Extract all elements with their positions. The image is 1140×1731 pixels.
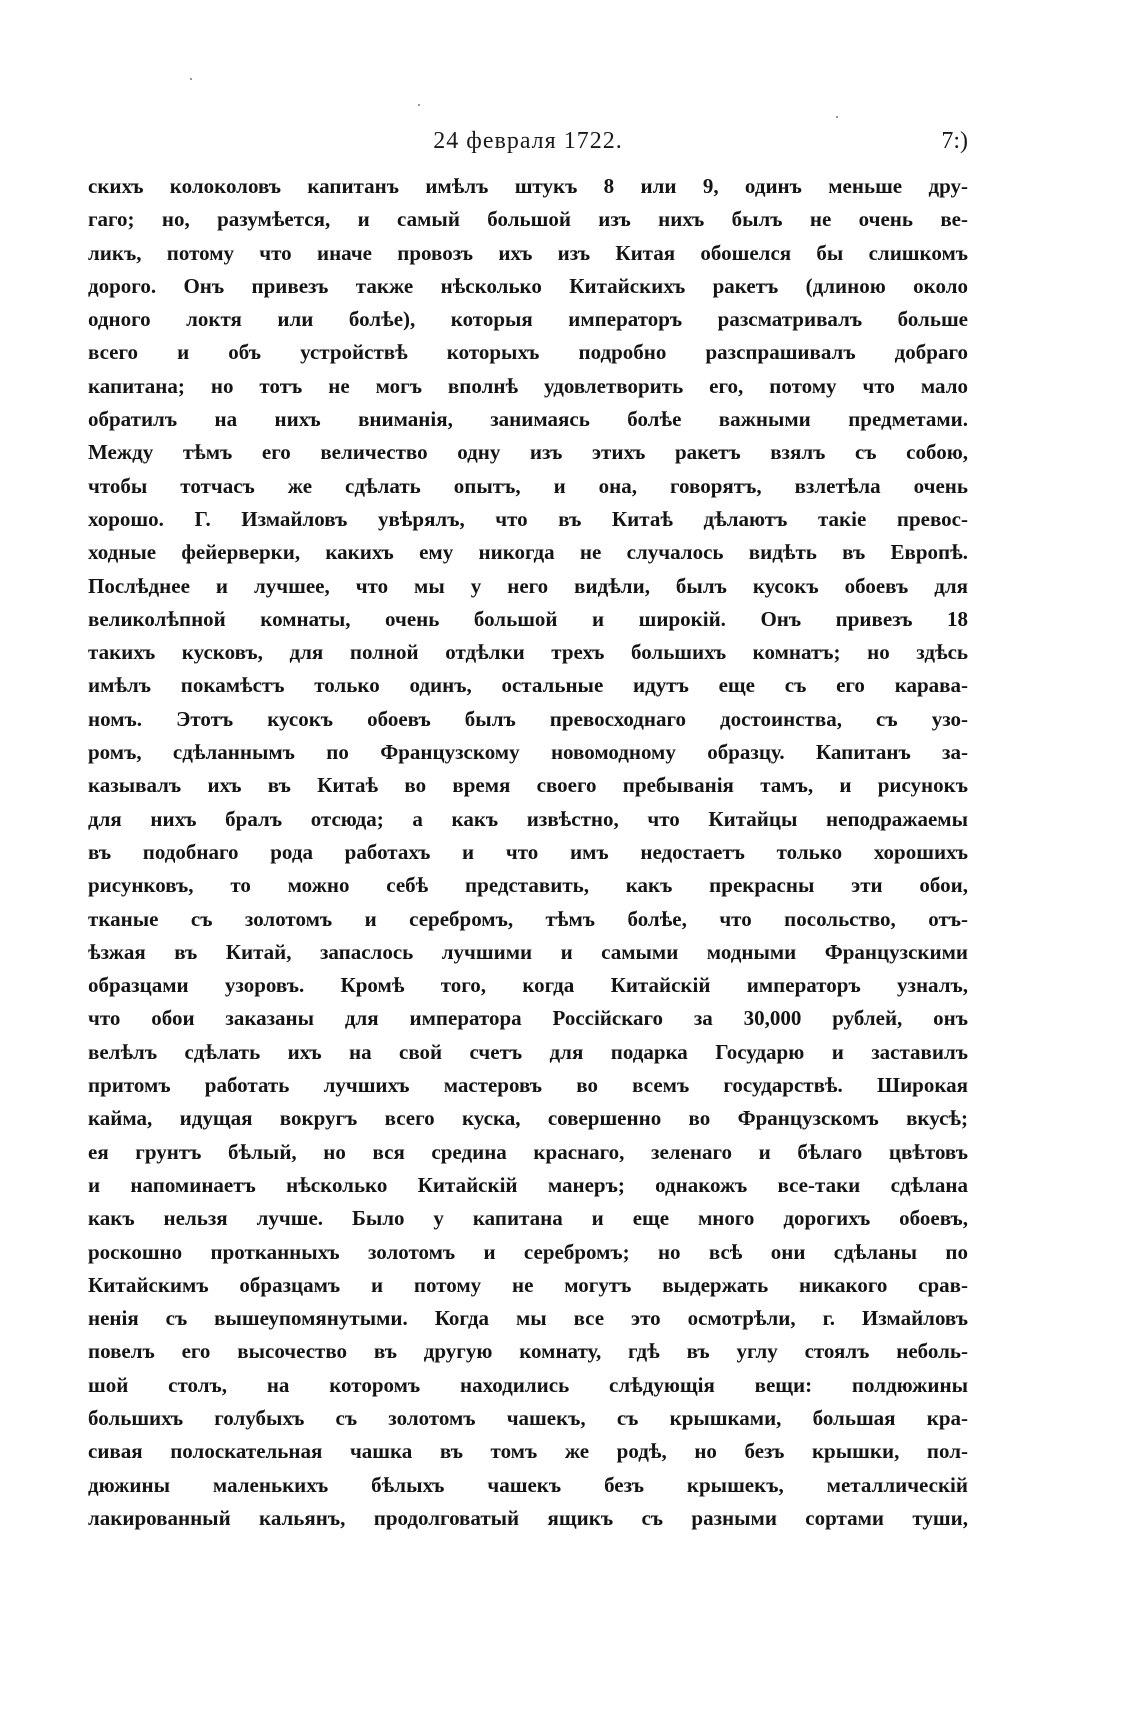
text-line: шой столъ, на которомъ находились слѣдующія вещи: полдюжины xyxy=(88,1372,968,1397)
text-line: ликъ, потому что иначе провозъ ихъ изъ Китая обошелся бы слишкомъ xyxy=(88,240,968,265)
text-line: для нихъ бралъ отсюда; а какъ извѣстно, что Китайцы неподражаемы xyxy=(88,806,968,831)
text-line: номъ. Этотъ кусокъ обоевъ былъ превосходнаго достоинства, съ узо- xyxy=(88,706,968,731)
text-line: кайма, идущая вокругъ всего куска, совершенно во Французскомъ вкусѣ; xyxy=(88,1106,968,1131)
text-line: обратилъ на нихъ вниманія, занимаясь болѣе важными предметами. xyxy=(88,407,968,432)
print-speck xyxy=(836,116,838,118)
text-line: рисунковъ, то можно себѣ представить, какъ прекрасны эти обои, xyxy=(88,873,968,898)
text-line: роскошно протканныхъ золотомъ и серебромъ; но всѣ они сдѣланы по xyxy=(88,1239,968,1264)
print-speck xyxy=(418,104,420,106)
print-speck xyxy=(190,78,192,80)
text-line: ѣзжая въ Китай, запаслось лучшими и самыми модными Французскими xyxy=(88,939,968,964)
text-line: дюжины маленькихъ бѣлыхъ чашекъ безъ крышекъ, металлическій xyxy=(88,1472,968,1497)
page-header xyxy=(88,128,968,162)
text-line: имѣлъ покамѣстъ только одинъ, остальные идутъ еще съ его карава- xyxy=(88,673,968,698)
text-line: гаго; но, разумѣется, и самый большой изъ нихъ былъ не очень ве- xyxy=(88,207,968,232)
text-line: ромъ, сдѣланнымъ по Французскому новомодному образцу. Капитанъ за- xyxy=(88,740,968,765)
text-line: ненія съ вышеупомянутыми. Когда мы все это осмотрѣли, г. Измайловъ xyxy=(88,1306,968,1331)
text-line: такихъ кусковъ, для полной отдѣлки трехъ большихъ комнатъ; но здѣсь xyxy=(88,640,968,665)
text-line: ея грунтъ бѣлый, но вся средина краснаго, зеленаго и бѣлаго цвѣтовъ xyxy=(88,1139,968,1164)
text-line: чтобы тотчасъ же сдѣлать опытъ, и она, говорятъ, взлетѣла очень xyxy=(88,473,968,498)
text-line: Китайскимъ образцамъ и потому не могутъ выдержать никакого срав- xyxy=(88,1272,968,1297)
text-line: тканые съ золотомъ и серебромъ, тѣмъ болѣе, что посольство, отъ- xyxy=(88,906,968,931)
text-line: великолѣпной комнаты, очень большой и широкій. Онъ привезъ 18 xyxy=(88,606,968,631)
text-line: капитана; но тотъ не могъ вполнѣ удовлетворить его, потому что мало xyxy=(88,373,968,398)
text-line: одного локтя или болѣе), которыя императоръ разсматривалъ больше xyxy=(88,307,968,332)
text-line: велѣлъ сдѣлать ихъ на свой счетъ для подарка Государю и заставилъ xyxy=(88,1039,968,1064)
body-text xyxy=(88,170,968,1535)
page-number: 7:) xyxy=(941,128,968,154)
text-line: что обои заказаны для императора Россійскаго за 30,000 рублей, онъ xyxy=(88,1006,968,1031)
text-line: хорошо. Г. Измайловъ увѣрялъ, что въ Китаѣ дѣлаютъ такіе превос- xyxy=(88,506,968,531)
text-line: скихъ колоколовъ капитанъ имѣлъ штукъ 8 или 9, одинъ меньше дру- xyxy=(88,174,968,198)
text-line: притомъ работать лучшихъ мастеровъ во всемъ государствѣ. Широкая xyxy=(88,1073,968,1098)
text-line: сивая полоскательная чашка въ томъ же родѣ, но безъ крышки, пол- xyxy=(88,1439,968,1464)
text-line: образцами узоровъ. Кромѣ того, когда Китайскій императоръ узналъ, xyxy=(88,973,968,998)
text-line: всего и объ устройствѣ которыхъ подробно разспрашивалъ добраго xyxy=(88,340,968,365)
text-line: и напоминаетъ нѣсколько Китайскій манеръ; однакожъ все-таки сдѣлана xyxy=(88,1172,968,1197)
text-line: Послѣднее и лучшее, что мы у него видѣли, былъ кусокъ обоевъ для xyxy=(88,573,968,598)
text-line: большихъ голубыхъ съ золотомъ чашекъ, съ крышками, большая кра- xyxy=(88,1405,968,1430)
text-line: повелъ его высочество въ другую комнату, гдѣ въ углу стоялъ неболь- xyxy=(88,1339,968,1364)
text-line: казывалъ ихъ въ Китаѣ во время своего пребыванія тамъ, и рисунокъ xyxy=(88,773,968,798)
running-head: 24 февраля 1722. xyxy=(433,128,623,154)
text-line: какъ нельзя лучше. Было у капитана и еще много дорогихъ обоевъ, xyxy=(88,1206,968,1231)
text-line: ходные фейерверки, какихъ ему никогда не случалось видѣть въ Европѣ. xyxy=(88,540,968,565)
text-line: Между тѣмъ его величество одну изъ этихъ ракетъ взялъ съ собою, xyxy=(88,440,968,465)
text-line: въ подобнаго рода работахъ и что имъ недостаетъ только хорошихъ xyxy=(88,839,968,864)
text-line: дорого. Онъ привезъ также нѣсколько Китайскихъ ракетъ (длиною около xyxy=(88,273,968,298)
text-line: лакированный кальянъ, продолговатый ящикъ съ разными сортами туши, xyxy=(88,1505,968,1530)
